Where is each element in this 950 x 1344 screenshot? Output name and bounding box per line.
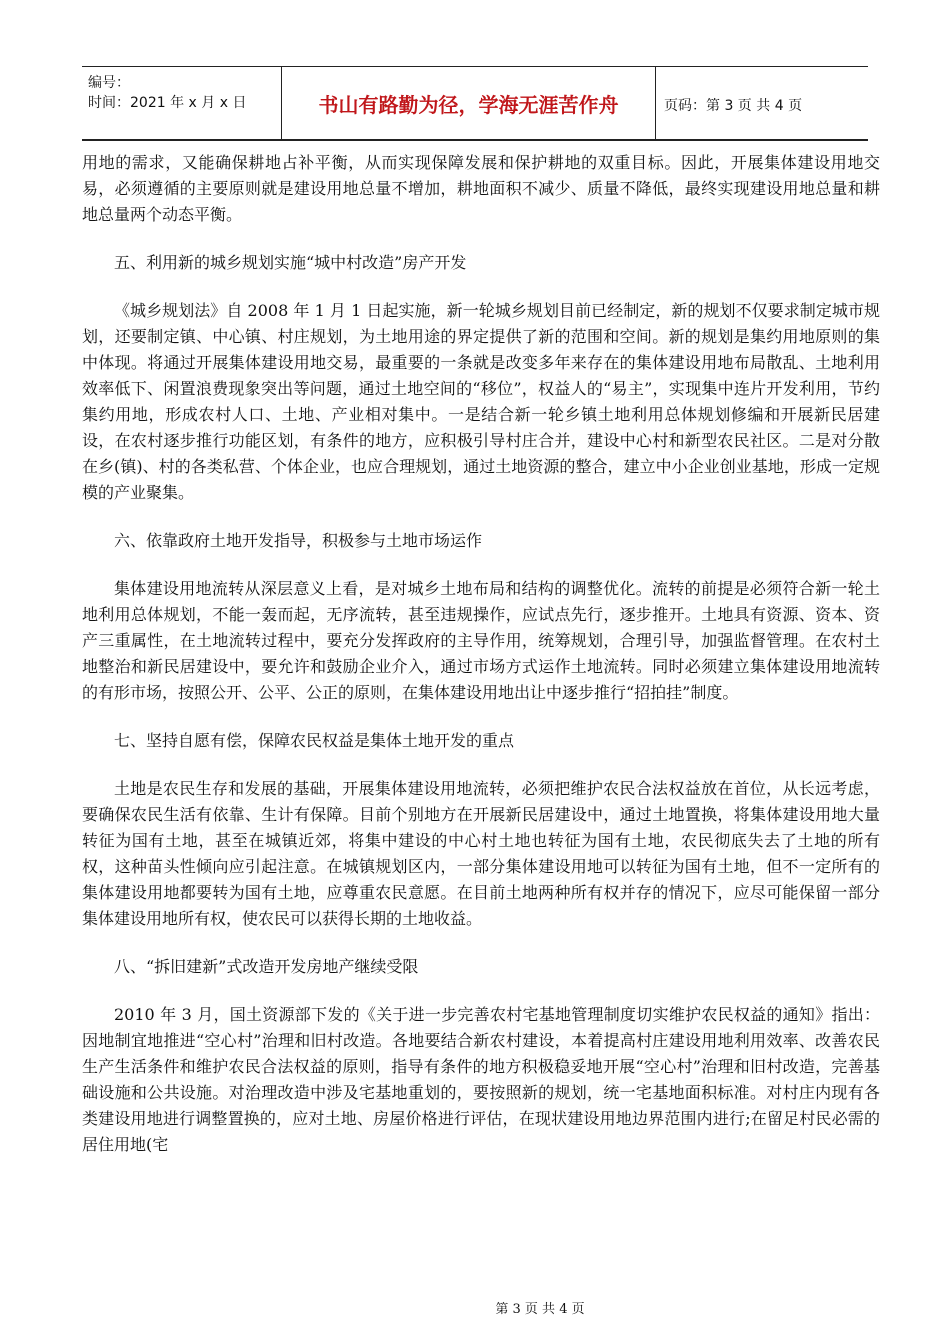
- paragraph: 《城乡规划法》自 2008 年 1 月 1 日起实施，新一轮城乡规划目前已经制定，新的规划不仅要求制定城市规划，还要制定镇、中心镇、村庄规划，为土地用途的界定提供了新的范围和空间。新的规划是集约用地原则的集中体现。将通过开展集体建设用地交易，最重要的一条就是改变多年来存在的集体建设用地布局散乱、土地利用效率低下、闲置浪费现象突出等问题，通过土地空间的“移位”，权益人的“易主”，实现集中连片开发利用，节约集约用地，形成农村人口、土地、产业相对集中。一是结合新一轮乡镇土地利用总体规划修编和开展新民居建设，在农村逐步推行功能区划，有条件的地方，应积极引导村庄合并，建设中心村和新型农民社区。二是对分散在乡(镇)、村的各类私营、个体企业，也应合理规划，通过土地资源的整合，建立中小企业创业基地，形成一定规模的产业聚集。: [82, 301, 880, 502]
- date-label: 时间：2021 年 x 月 x 日: [88, 95, 247, 111]
- section-heading-5: 五、利用新的城乡规划实施“城中村改造”房产开发: [114, 253, 467, 272]
- number-label: 编号：: [88, 75, 130, 91]
- header-divider: [655, 67, 656, 139]
- header-motto: 书山有路勤为径，学海无涯苦作舟: [318, 92, 619, 117]
- page-header: [82, 66, 868, 141]
- paragraph: 集体建设用地流转从深层意义上看，是对城乡土地布局和结构的调整优化。流转的前提是必须符合新一轮土地利用总体规划，不能一轰而起，无序流转，甚至违规操作，应试点先行，逐步推开。土地具有资源、资本、资产三重属性，在土地流转过程中，要充分发挥政府的主导作用，统筹规划，合理引导，加强监督管理。在农村土地整治和新民居建设中，要允许和鼓励企业介入，通过市场方式运作土地流转。同时必须建立集体建设用地流转的有形市场，按照公开、公平、公正的原则，在集体建设用地出让中逐步推行“招拍挂”制度。: [82, 579, 880, 702]
- section-heading-6: 六、依靠政府土地开发指导，积极参与土地市场运作: [114, 531, 483, 550]
- section-heading-8: 八、“拆旧建新”式改造开发房地产继续受限: [114, 957, 419, 976]
- header-page-info: 页码：第 3 页 共 4 页: [664, 98, 803, 114]
- section-heading-7: 七、坚持自愿有偿，保障农民权益是集体土地开发的重点: [114, 731, 515, 750]
- paragraph: 用地的需求，又能确保耕地占补平衡，从而实现保障发展和保护耕地的双重目标。因此，开展集体建设用地交易，必须遵循的主要原则就是建设用地总量不增加，耕地面积不减少、质量不降低，最终实现建设用地总量和耕地总量两个动态平衡。: [82, 153, 880, 224]
- paragraph: 2010 年 3 月，国土资源部下发的《关于进一步完善农村宅基地管理制度切实维护农民权益的通知》指出：因地制宜地推进“空心村”治理和旧村改造。各地要结合新农村建设，本着提高村庄建设用地利用效率、改善农民生产生活条件和维护农民合法权益的原则，指导有条件的地方积极稳妥地开展“空心村”治理和旧村改造，完善基础设施和公共设施。对治理改造中涉及宅基地重划的，要按照新的规划，统一宅基地面积标准。对村庄内现有各类建设用地进行调整置换的，应对土地、房屋价格进行评估，在现状建设用地边界范围内进行;在留足村民必需的居住用地(宅: [82, 1005, 880, 1154]
- page-footer: [0, 1298, 950, 1317]
- paragraph: 土地是农民生存和发展的基础，开展集体建设用地流转，必须把维护农民合法权益放在首位，从长远考虑，要确保农民生活有依靠、生计有保障。目前个别地方在开展新民居建设中，通过土地置换，将集体建设用地大量转征为国有土地，甚至在城镇近郊，将集中建设的中心村土地也转征为国有土地，农民彻底失去了土地的所有权，这种苗头性倾向应引起注意。在城镇规划区内，一部分集体建设用地可以转征为国有土地，但不一定所有的集体建设用地都要转为国有土地，应尊重农民意愿。在目前土地两种所有权并存的情况下，应尽可能保留一部分集体建设用地所有权，使农民可以获得长期的土地收益。: [82, 779, 880, 928]
- document-body: [82, 150, 880, 1158]
- footer-page-number: 第 3 页 共 4 页: [495, 1302, 585, 1317]
- header-meta: [82, 67, 280, 139]
